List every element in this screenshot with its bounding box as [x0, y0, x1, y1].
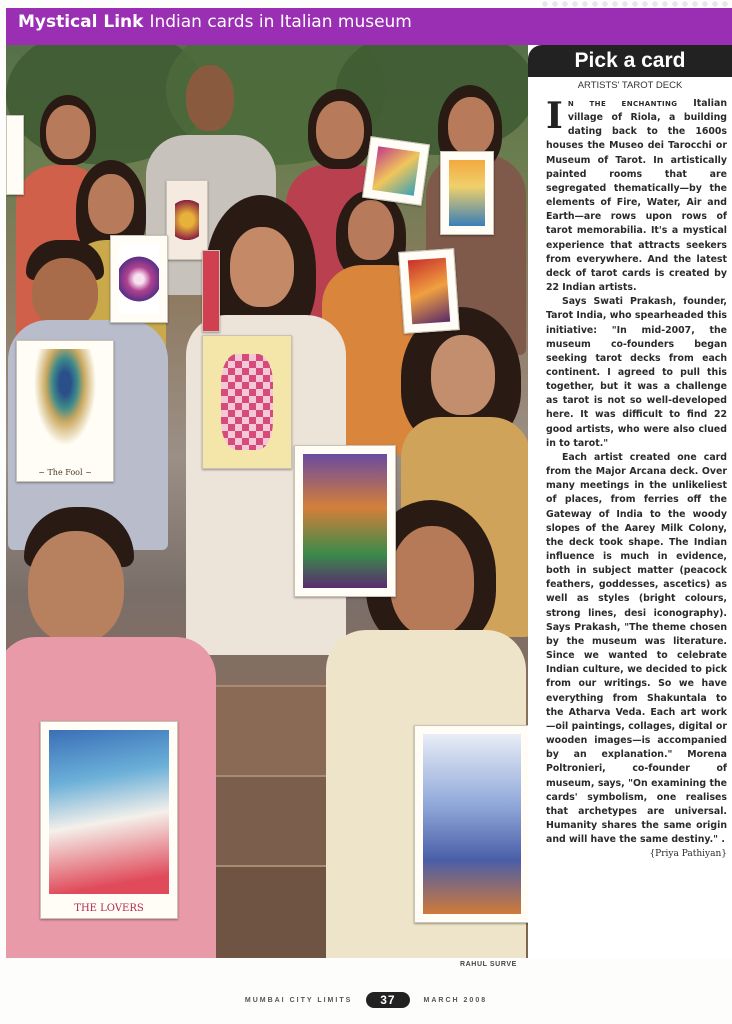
header	[18, 12, 412, 32]
sidebar-title: Pick a card	[528, 45, 732, 77]
tarot-card	[294, 445, 396, 597]
page-number: 37	[366, 992, 409, 1008]
footer	[0, 992, 732, 1008]
tarot-card	[6, 115, 24, 195]
tarot-card	[440, 151, 494, 235]
paragraph-text: Italian village of Riola, a building dating back to the 1600s houses the Museo dei Tarocchi or Museum of Tarot. In artistically painted rooms that are segregated thematically—by the elements of Fire, Water, Air and Earth—are rows upon rows of tarot memorabilia. It's a mystical experience that attracts seekers from everywhere. And the latest deck of tarot cards is created by 22 Indian artists.	[546, 98, 727, 294]
tarot-card	[414, 725, 528, 923]
photo-credit: RAHUL SURVE	[460, 961, 517, 968]
lead-in: N THE ENCHANTING	[567, 100, 678, 108]
tarot-card	[362, 136, 430, 206]
tarot-card	[110, 235, 168, 323]
header-subtitle: Indian cards in Italian museum	[149, 12, 412, 32]
issue-date: MARCH 2008	[423, 996, 488, 1004]
tarot-card-the-lovers	[40, 721, 178, 919]
author-signature: {Priya Pathiyan}	[649, 849, 727, 860]
paragraph: Each artist created one card from the Major Arcana deck. Over many meetings in the unlikeliest of places, from ferries off the Gateway of India to the woody slopes of the Aarey Milk Colony, the deck took shape. The Indian influence is much in evidence, both in subject matter (peacock feathers, goddesses, ascetics) as well as styles (bright colours, strong lines, desi iconography). Says Prakash, "The theme chosen by the museum was literature. Since we wanted to celebrate Indian culture, we decided to pick from our writings. So we have everything from Shakuntala to the Atharva Veda. Each art work—oil paintings, collages, digital or wooden images—is accompanied by an explanation." Morena Poltronieri, co-founder of museum, says, "On examining the cards' symbolism, one realises that archetypes are universal. Humanity shares the same origin and will have the same destiny." .	[546, 451, 727, 846]
tarot-card	[202, 335, 292, 469]
tarot-card	[166, 180, 208, 260]
sidebar-kicker: ARTISTS' TAROT DECK	[577, 80, 683, 91]
sidebar-article	[528, 45, 732, 958]
header-title: Mystical Link	[18, 12, 144, 32]
card-caption: THE LOVERS	[74, 903, 144, 914]
drop-cap: I	[546, 95, 563, 137]
tarot-card-the-fool	[16, 340, 114, 482]
paragraph: Says Swati Prakash, founder, Tarot India, who spearheaded this initiative: "In mid-2007, the museum co-founders began seeking tarot decks from each continent. I agreed to pull this together, but it was a challenge as tarot is not so well-developed here. It was difficult to find 22 good artists, who were also clued in to tarot."	[546, 296, 727, 449]
tarot-card	[398, 248, 460, 334]
publication-name: MUMBAI CITY LIMITS	[244, 996, 353, 1004]
group-photo	[6, 45, 528, 958]
tarot-card	[202, 250, 220, 332]
paragraph	[546, 97, 727, 295]
card-caption: ~ The Fool ~	[38, 468, 92, 477]
article-body	[546, 97, 727, 861]
